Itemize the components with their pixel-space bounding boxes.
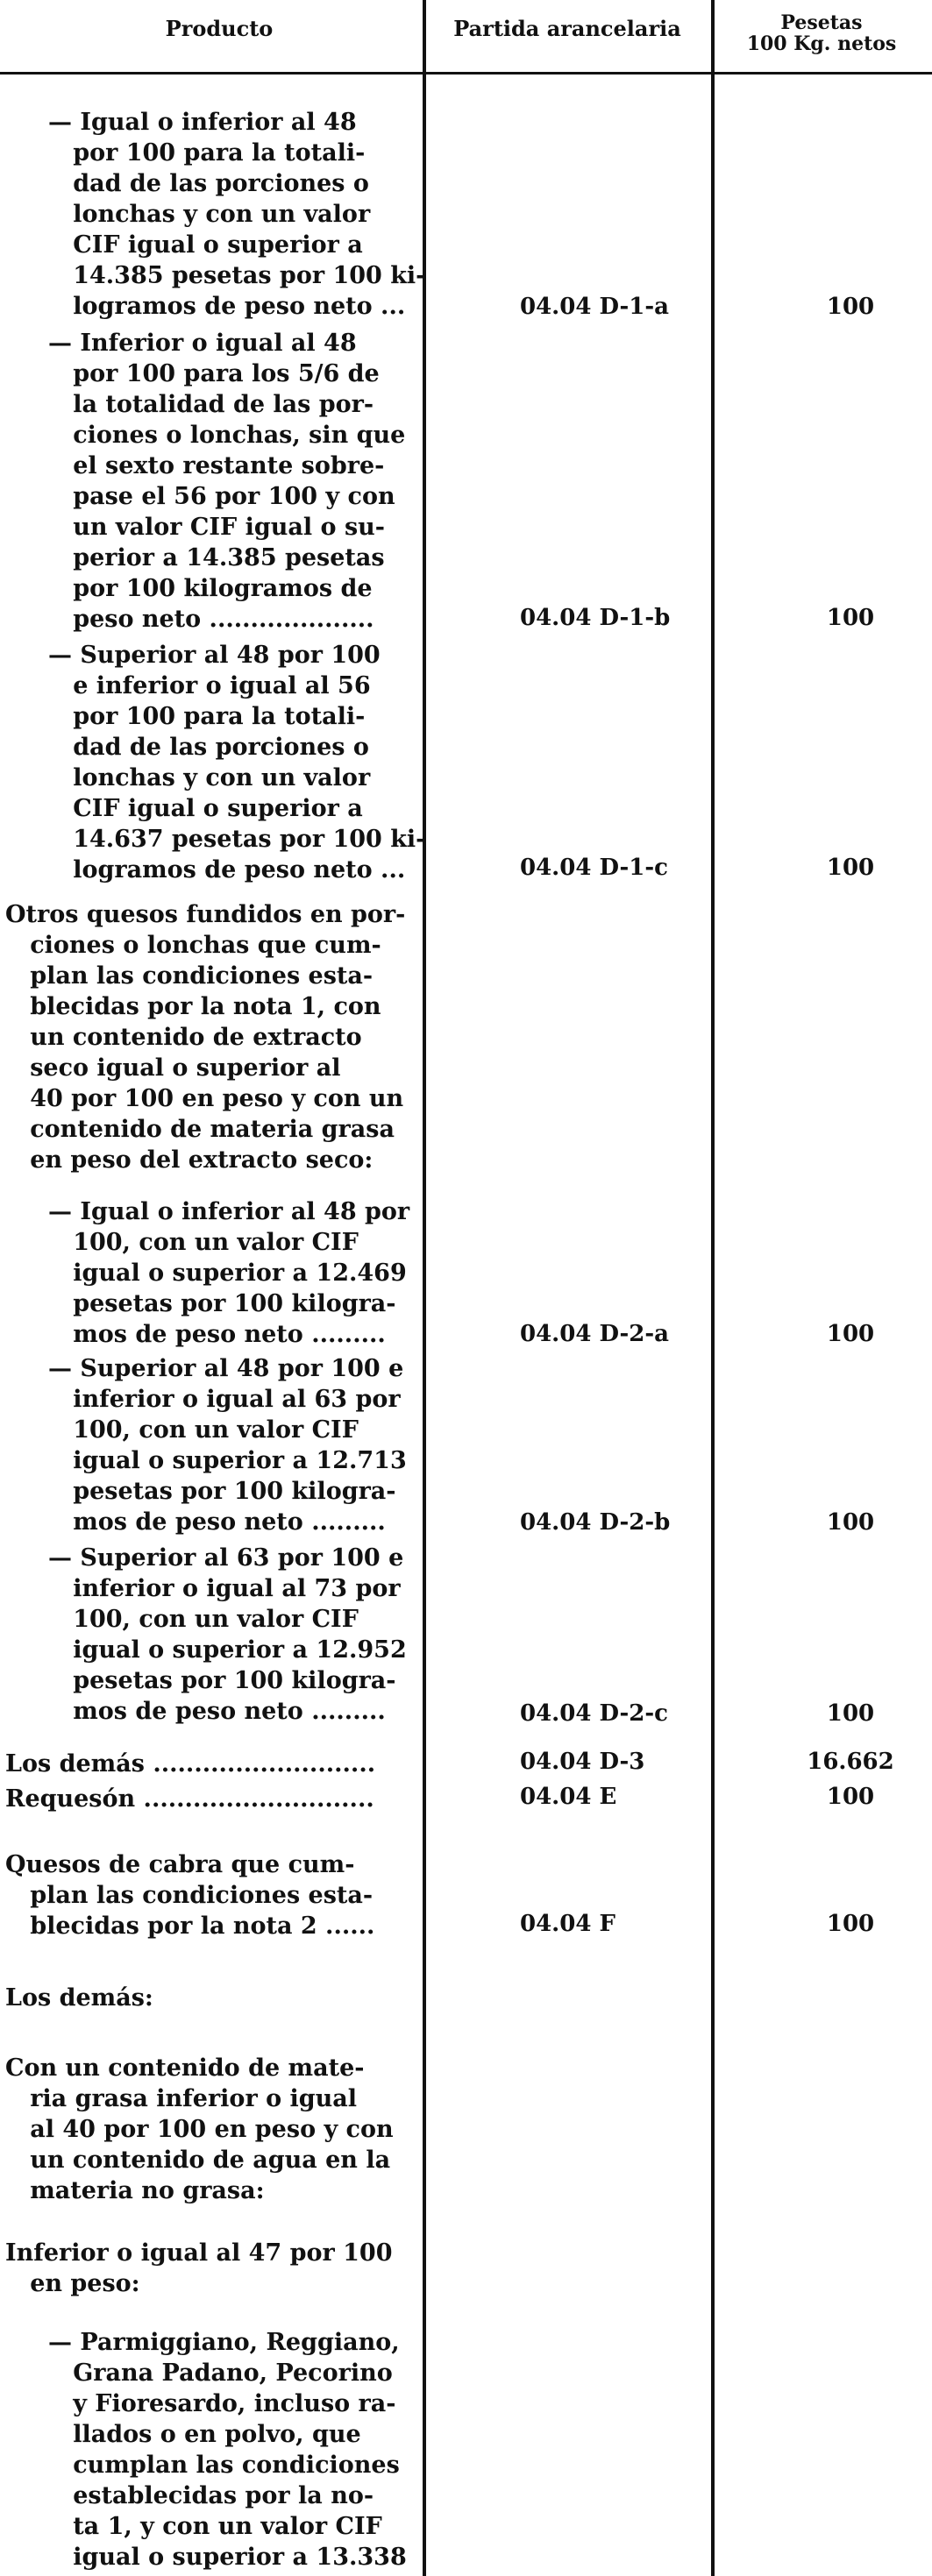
entry-agua-47-text: Inferior o igual al 47 por 100 en peso: [5,2239,393,2297]
entry-d3-pesetas: 16.662 [807,1749,894,1775]
header-rule [0,72,932,75]
entry-e-text: Requesón ............................ [5,1785,374,1813]
header-producto: Producto [165,16,274,41]
entry-e-pesetas: 100 [826,1784,875,1810]
entry-contenido-grasa-text: Con un contenido de mate- ria grasa inferior o igual al 40 por 100 en peso y con un contenido de agua en la materia no grasa: [5,2054,394,2204]
entry-d3-partida: 04.04 D-3 [520,1749,645,1775]
entry-parmiggiano-text: — Parmiggiano, Reggiano, Grana Padano, Pecorino y Fioresardo, incluso ra- llados o en polvo, que cumplan las condiciones establecidas por la no- ta 1, y con un valor CIF igual o superior a 13.338 [48,2329,407,2571]
entry-d2c-pesetas: 100 [826,1700,875,1727]
entry-e-partida: 04.04 E [520,1784,617,1810]
entry-f-pesetas: 100 [826,1911,875,1937]
entry-f-partida: 04.04 F [520,1911,615,1937]
entry-d3-text: Los demás ........................... [5,1750,376,1778]
entry-d1b-text: — Inferior o igual al 48 por 100 para los 5/6 de la totalidad de las por- ciones o lonchas, sin que el sexto restante sobre- pase el 56 por 100 y con un valor CIF igual o su- perior a 14.385 pesetas por 100 kilogramos de peso neto .................... [48,330,406,633]
entry-d2b-pesetas: 100 [826,1509,875,1536]
entry-d1c-pesetas: 100 [826,855,875,881]
entry-d2a-text: — Igual o inferior al 48 por 100, con un valor CIF igual o superior a 12.469 pesetas por 100 kilogra- mos de peso neto ......... [48,1198,410,1348]
entry-d2a-partida: 04.04 D-2-a [520,1321,670,1347]
entry-otros-quesos-text: Otros quesos fundidos en por- ciones o lonchas que cum- plan las condiciones esta- blecidas por la nota 1, con un contenido de extracto seco igual o superior al 40 por 100 en peso y con un contenido de materia grasa en peso del extracto seco: [5,901,406,1174]
entry-d2c-partida: 04.04 D-2-c [520,1700,668,1727]
entry-los-demas-text: Los demás: [5,1984,153,2012]
entry-f-text: Quesos de cabra que cum- plan las condiciones esta- blecidas por la nota 2 ...... [5,1851,375,1940]
header-pesetas-line2: 100 Kg. netos [746,32,897,55]
entry-d1a-pesetas: 100 [826,294,875,320]
entry-d2b-text: — Superior al 48 por 100 e inferior o igual al 63 por 100, con un valor CIF igual o superior a 12.713 pesetas por 100 kilogra- mos de peso neto ......... [48,1355,407,1536]
header-pesetas [721,12,922,54]
entry-d1c-partida: 04.04 D-1-c [520,855,668,881]
header-pesetas-line1: Pesetas [780,11,863,34]
entry-d2a-pesetas: 100 [826,1321,875,1347]
entry-d1b-partida: 04.04 D-1-b [520,605,671,631]
entry-d1b-pesetas: 100 [826,605,875,631]
entry-d1a-partida: 04.04 D-1-a [520,294,670,320]
header-partida: Partida arancelaria [453,16,681,41]
entry-d2b-partida: 04.04 D-2-b [520,1509,671,1536]
column-rule-1 [423,0,426,2576]
entry-d2c-text: — Superior al 63 por 100 e inferior o igual al 73 por 100, con un valor CIF igual o superior a 12.952 pesetas por 100 kilogra- mos de peso neto ......... [48,1544,407,1725]
column-rule-2 [711,0,715,2576]
entry-d1c-text: — Superior al 48 por 100 e inferior o igual al 56 por 100 para la totali- dad de las porciones o lonchas y con un valor CIF igual o superior a 14.637 pesetas por 100 ki- logramos de peso neto ... [48,642,426,884]
entry-d1a-text: — Igual o inferior al 48 por 100 para la totali- dad de las porciones o lonchas y con un valor CIF igual o superior a 14.385 pesetas por 100 ki- logramos de peso neto ... [48,109,426,320]
